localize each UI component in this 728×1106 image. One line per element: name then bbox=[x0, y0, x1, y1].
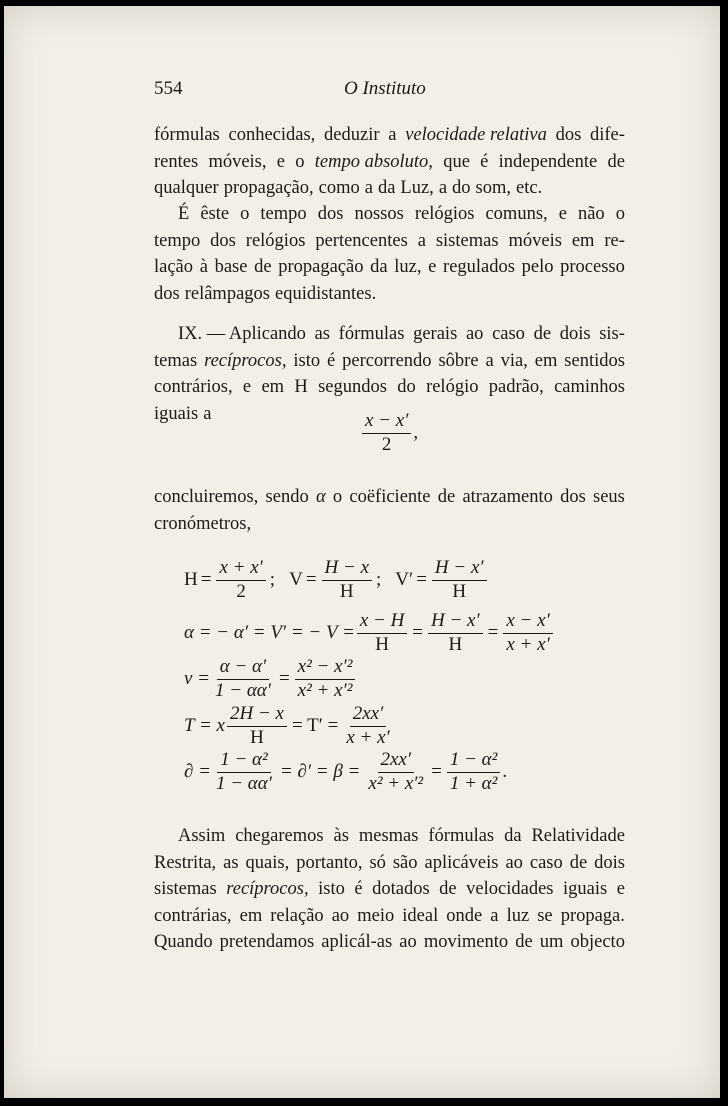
text-line: Restrita, as quais, portanto, só são aplicáveis ao caso de dois bbox=[154, 852, 625, 873]
fraction: $\frac{x + x'}{2}$ bbox=[216, 558, 265, 603]
fraction: $\frac{x - x'}{2}$ bbox=[362, 411, 411, 456]
equation-alpha: α = − α′ = V′ = − V = $\frac{x - H}{H}$ = $\frac{H - x'}{H}$ = $\frac{x - x'}{x + x'}$ bbox=[184, 611, 555, 656]
fraction: $\frac{H - x'}{H}$ bbox=[432, 558, 487, 603]
fraction: $\frac{2H - x}{H}$ bbox=[227, 704, 287, 749]
text-line: iguais a bbox=[154, 403, 212, 424]
text-line: cronómetros, bbox=[154, 513, 252, 534]
paragraph-continuation bbox=[154, 122, 625, 202]
text-line: rentes móveis, e o tempo absoluto, que é independente de bbox=[154, 149, 625, 176]
text-line: contrárias, em relação ao meio ideal onde a luz se propaga. bbox=[154, 905, 625, 926]
equation-velocity: v = $\frac{\alpha - \alpha'}{1 - \alpha\alpha'}$ = $\frac{\text{x² − x′²}}{\text{x² + x′²}}$ bbox=[184, 657, 357, 702]
running-title: O Instituto bbox=[344, 78, 426, 99]
fraction: $\frac{H - x'}{H}$ bbox=[428, 611, 483, 656]
text-line: dos relâmpagos equidistantes. bbox=[154, 283, 377, 304]
fraction: $\frac{\text{x² − x′²}}{\text{x² + x′²}}$ bbox=[295, 657, 356, 702]
text-line: IX. — Aplicando as fórmulas gerais ao caso de dois sis- bbox=[178, 321, 625, 348]
equation-h-v: H = $\frac{x + x'}{2}$ ; V = $\frac{H - x}{H}$ ; V′ = $\frac{H - x'}{H}$ bbox=[184, 558, 489, 603]
fraction: $\frac{2xx'}{x + x'}$ bbox=[346, 703, 390, 748]
fraction: $\frac{H - x}{H}$ bbox=[322, 558, 372, 603]
text-line: qualquer propagação, como a da Luz, a do som, etc. bbox=[154, 178, 543, 198]
text-line: fórmulas conhecidas, deduzir a velocidade relativa dos dife- bbox=[154, 122, 625, 149]
emphasis: tempo absoluto, bbox=[314, 151, 433, 172]
text-line: Quando pretendamos aplicál-as ao movimento de um objecto bbox=[154, 932, 625, 952]
fraction: $\frac{\alpha - \alpha'}{1 - \alpha\alpha'}$ bbox=[215, 656, 271, 701]
text-line: lação à base de propagação da luz, e regulados pelo processo bbox=[154, 257, 625, 277]
fraction: $\frac{x - x'}{x + x'}$ bbox=[503, 611, 552, 656]
fraction: $\frac{\text{1 − α²}}{\text{1 + α²}}$ bbox=[447, 750, 501, 795]
text-line: concluiremos, sendo α o coëficiente de atrazamento dos seus bbox=[154, 487, 625, 507]
equation-delta: ∂ = $\frac{\text{1 − α²}}{1 - \alpha\alpha'}$ = ∂′ = β = $\frac{2xx'}{\text{x² + x′²}}$ = $\frac{\text{1 − α²}}{\text{1 + α²}}$ . bbox=[184, 749, 508, 794]
page-number: 554 bbox=[154, 78, 183, 99]
fraction: $\frac{x - H}{H}$ bbox=[357, 611, 407, 656]
text-line: temas recíprocos, isto é percorrendo sôbre a via, em sentidos bbox=[154, 348, 625, 375]
paragraph-tempo bbox=[154, 201, 625, 307]
equation-time: T = x $\frac{2H - x}{H}$ = T′ = $\frac{2xx'}{x + x'}$ bbox=[184, 704, 395, 749]
text-line: É êste o tempo dos nossos relógios comuns, e não o bbox=[178, 204, 625, 224]
text-line: sistemas recíprocos, isto é dotados de velocidades iguais e bbox=[154, 876, 625, 903]
emphasis: recíprocos, bbox=[226, 879, 309, 899]
equation-half-difference: $\frac{x - x'}{2}$ , bbox=[360, 411, 418, 456]
paragraph-concluiremos bbox=[154, 484, 625, 537]
text-line: contrários, e em H segundos do relógio padrão, caminhos bbox=[154, 377, 625, 397]
text-line: Assim chegaremos às mesmas fórmulas da Relatividade bbox=[178, 826, 625, 846]
text-line: tempo dos relógios pertencentes a sistemas móveis em re- bbox=[154, 230, 625, 251]
fraction: $\frac{\text{1 − α²}}{1 - \alpha\alpha'}$ bbox=[215, 749, 272, 794]
section-number: IX. — Aplicando bbox=[178, 324, 306, 344]
page-header bbox=[4, 78, 720, 102]
book-page bbox=[4, 6, 720, 1098]
fraction: $\frac{2xx'}{\text{x² + x′²}}$ bbox=[368, 749, 424, 794]
emphasis: velocidade relativa bbox=[405, 125, 547, 145]
emphasis: recíprocos, bbox=[204, 350, 287, 371]
paragraph-assim bbox=[154, 823, 625, 956]
